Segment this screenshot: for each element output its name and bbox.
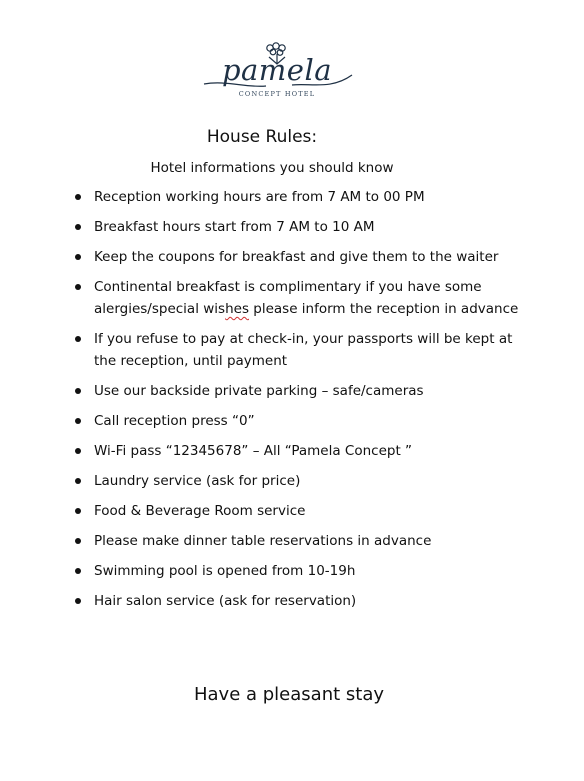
rule-text: Food & Beverage Room service xyxy=(94,503,306,519)
house-rules-list xyxy=(75,186,525,620)
rule-text: Please make dinner table reservations in advance xyxy=(94,533,432,549)
rule-text: Call reception press “0” xyxy=(94,413,255,429)
rule-text-continued xyxy=(94,301,518,317)
spellcheck-squiggle: hes xyxy=(225,301,249,317)
rule-text: If you refuse to pay at check-in, your passports will be kept at the reception, until payment xyxy=(94,331,513,369)
bullet-icon xyxy=(75,194,81,200)
rule-item-continental-breakfast xyxy=(75,276,525,320)
rule-item-breakfast-hours xyxy=(75,216,525,238)
rule-text: Hair salon service (ask for reservation) xyxy=(94,593,357,609)
logo-wordmark: pamela xyxy=(221,53,333,87)
page-subtitle: Hotel informations you should know xyxy=(150,160,394,176)
rule-item-room-service xyxy=(75,500,525,522)
bullet-icon xyxy=(75,568,81,574)
bullet-icon xyxy=(75,418,81,424)
rule-text-part: please inform the reception in advance xyxy=(248,301,519,317)
rule-item-laundry xyxy=(75,470,525,492)
rule-item-hair-salon xyxy=(75,590,525,612)
rule-text: Reception working hours are from 7 AM to 00 PM xyxy=(94,189,425,205)
rule-item-call-reception xyxy=(75,410,525,432)
rule-item-wifi xyxy=(75,440,525,462)
page-title: House Rules: xyxy=(206,127,318,147)
bullet-icon xyxy=(75,448,81,454)
bullet-icon xyxy=(75,538,81,544)
rule-item-coupons xyxy=(75,246,525,268)
rule-text-part: alergies/special wis xyxy=(94,301,226,317)
bullet-icon xyxy=(75,336,81,342)
rule-text: Use our backside private parking – safe/cameras xyxy=(94,383,424,399)
bullet-icon xyxy=(75,478,81,484)
bullet-icon xyxy=(75,598,81,604)
bullet-icon xyxy=(75,284,81,290)
rule-text: Swimming pool is opened from 10-19h xyxy=(94,563,356,579)
rule-text: Continental breakfast is complimentary if you have some xyxy=(94,279,482,295)
bullet-icon xyxy=(75,388,81,394)
bullet-icon xyxy=(75,254,81,260)
bullet-icon xyxy=(75,508,81,514)
rule-text: Laundry service (ask for price) xyxy=(94,473,301,489)
rule-text: Keep the coupons for breakfast and give them to the waiter xyxy=(94,249,499,265)
rule-item-swimming-pool xyxy=(75,560,525,582)
rule-item-dinner-reservations xyxy=(75,530,525,552)
hotel-logo xyxy=(196,40,358,104)
closing-message: Have a pleasant stay xyxy=(193,684,384,705)
logo-subtitle: CONCEPT HOTEL xyxy=(238,90,316,98)
rule-text: Wi-Fi pass “12345678” – All “Pamela Concept ” xyxy=(94,443,413,459)
rule-text: Breakfast hours start from 7 AM to 10 AM xyxy=(94,219,375,235)
rule-item-parking xyxy=(75,380,525,402)
bullet-icon xyxy=(75,224,81,230)
rule-item-passport xyxy=(75,328,525,372)
rule-item-reception-hours xyxy=(75,186,525,208)
